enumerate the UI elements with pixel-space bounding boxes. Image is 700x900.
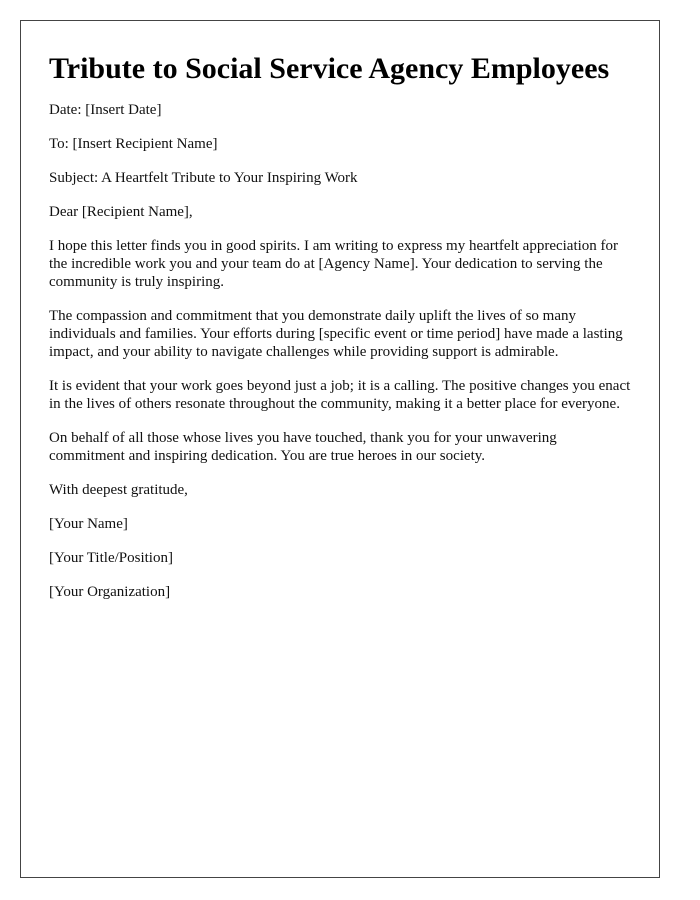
body-paragraph-1: I hope this letter finds you in good spirits. I am writing to express my heartfelt appreciation for the incredible work you and your team do at [Agency Name]. Your dedication to serving the community is truly inspiring.: [49, 238, 619, 290]
signature-name: [Your Name]: [49, 516, 128, 532]
body-paragraph-4: On behalf of all those whose lives you have touched, thank you for your unwavering commitment and inspiring dedication. You are true heroes in our society.: [49, 430, 557, 464]
signature-organization: [Your Organization]: [49, 584, 171, 600]
date-line: Date: [Insert Date]: [49, 102, 162, 118]
letter-page: [20, 20, 660, 878]
salutation: Dear [Recipient Name],: [49, 204, 193, 220]
subject-line: Subject: A Heartfelt Tribute to Your Inspiring Work: [49, 170, 358, 186]
recipient-line: To: [Insert Recipient Name]: [49, 136, 218, 152]
letter-content: [21, 21, 659, 601]
closing: With deepest gratitude,: [49, 482, 188, 498]
letter-title: Tribute to Social Service Agency Employees: [49, 52, 610, 85]
body-paragraph-2: The compassion and commitment that you demonstrate daily uplift the lives of so many individuals and families. Your efforts during [specific event or time period] have made a lasting impact, and your ability to navigate challenges while providing support is admirable.: [49, 308, 623, 360]
body-paragraph-3: It is evident that your work goes beyond just a job; it is a calling. The positive changes you enact in the lives of others resonate throughout the community, making it a better place for everyone.: [49, 378, 631, 412]
signature-title: [Your Title/Position]: [49, 550, 173, 566]
